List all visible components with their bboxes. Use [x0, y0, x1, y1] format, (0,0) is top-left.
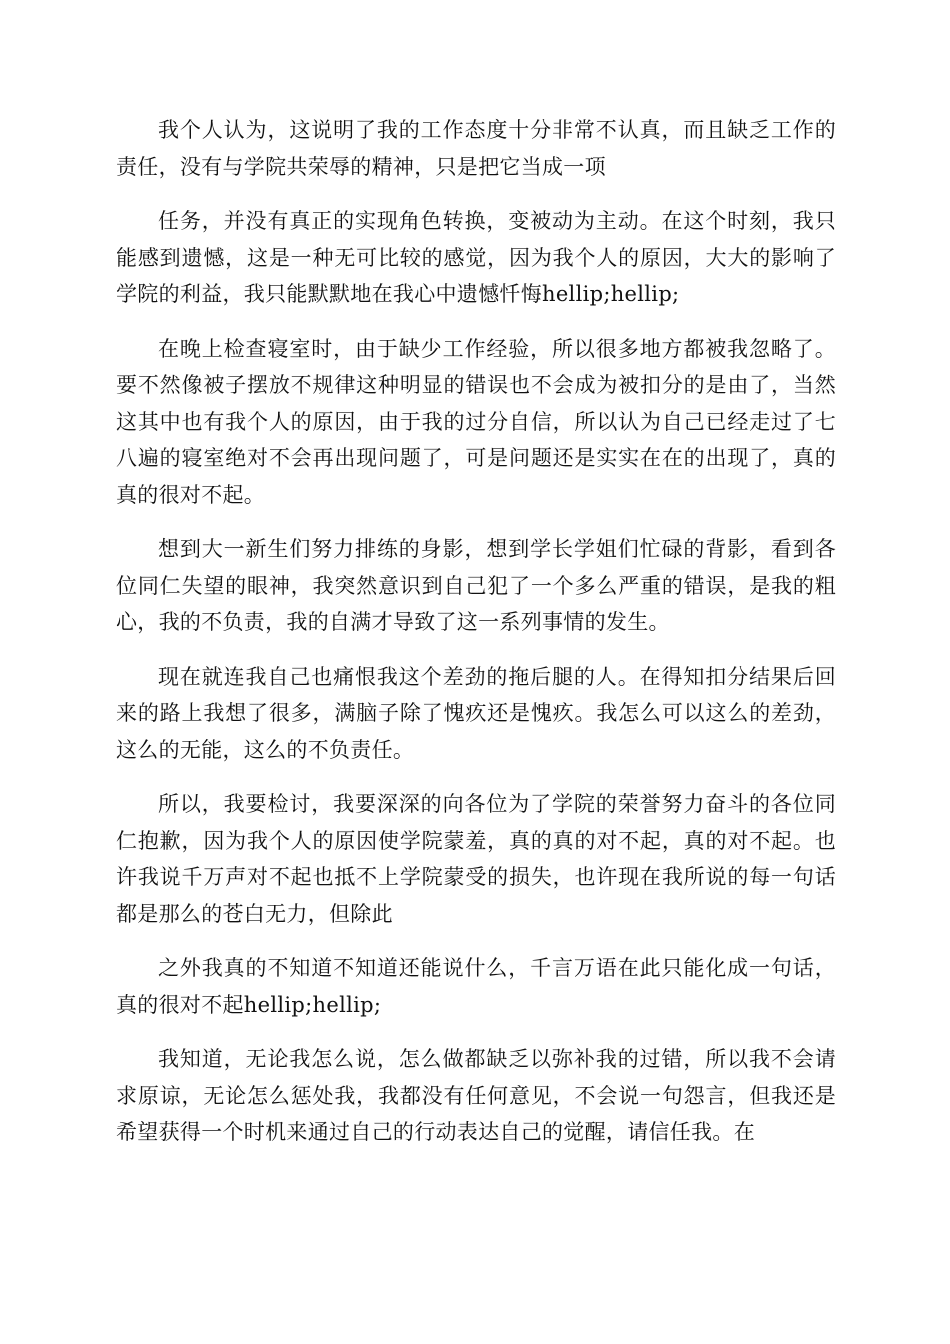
paragraph-3: 在晚上检查寝室时，由于缺少工作经验，所以很多地方都被我忽略了。要不然像被子摆放不规律这种明显的错误也不会成为被扣分的是由了，当然这其中也有我个人的原因，由于我的过分自信，所以认为自己已经走过了七八遍的寝室绝对不会再出现问题了，可是问题还是实实在在的出现了，真的真的很对不起。 — [116, 336, 836, 507]
paragraph-2: 任务，并没有真正的实现角色转换，变被动为主动。在这个时刻，我只能感到遗憾，这是一种无可比较的感觉，因为我个人的原因，大大的影响了学院的利益，我只能默默地在我心中遗憾忏悔hellip;hellip; — [116, 209, 836, 306]
paragraph-6: 所以，我要检讨，我要深深的向各位为了学院的荣誉努力奋斗的各位同仁抱歉，因为我个人的原因使学院蒙羞，真的真的对不起，真的对不起。也许我说千万声对不起也抵不上学院蒙受的损失，也许现在我所说的每一句话都是那么的苍白无力，但除此 — [116, 792, 836, 926]
paragraph-8: 我知道，无论我怎么说，怎么做都缺乏以弥补我的过错，所以我不会请求原谅，无论怎么惩处我，我都没有任何意见，不会说一句怨言，但我还是希望获得一个时机来通过自己的行动表达自己的觉醒，请信任我。在 — [116, 1047, 836, 1144]
paragraph-5: 现在就连我自己也痛恨我这个差劲的拖后腿的人。在得知扣分结果后回来的路上我想了很多，满脑子除了愧疚还是愧疚。我怎么可以这么的差劲，这么的无能，这么的不负责任。 — [116, 664, 836, 762]
document-body — [116, 112, 836, 1169]
paragraph-4: 想到大一新生们努力排练的身影，想到学长学姐们忙碌的背影，看到各位同仁失望的眼神，我突然意识到自己犯了一个多么严重的错误，是我的粗心，我的不负责，我的自满才导致了这一系列事情的发生。 — [116, 537, 836, 634]
paragraph-7: 之外我真的不知道不知道还能说什么，千言万语在此只能化成一句话，真的很对不起hellip;hellip; — [116, 956, 836, 1017]
paragraph-1: 我个人认为，这说明了我的工作态度十分非常不认真，而且缺乏工作的责任，没有与学院共荣辱的精神，只是把它当成一项 — [116, 118, 836, 179]
